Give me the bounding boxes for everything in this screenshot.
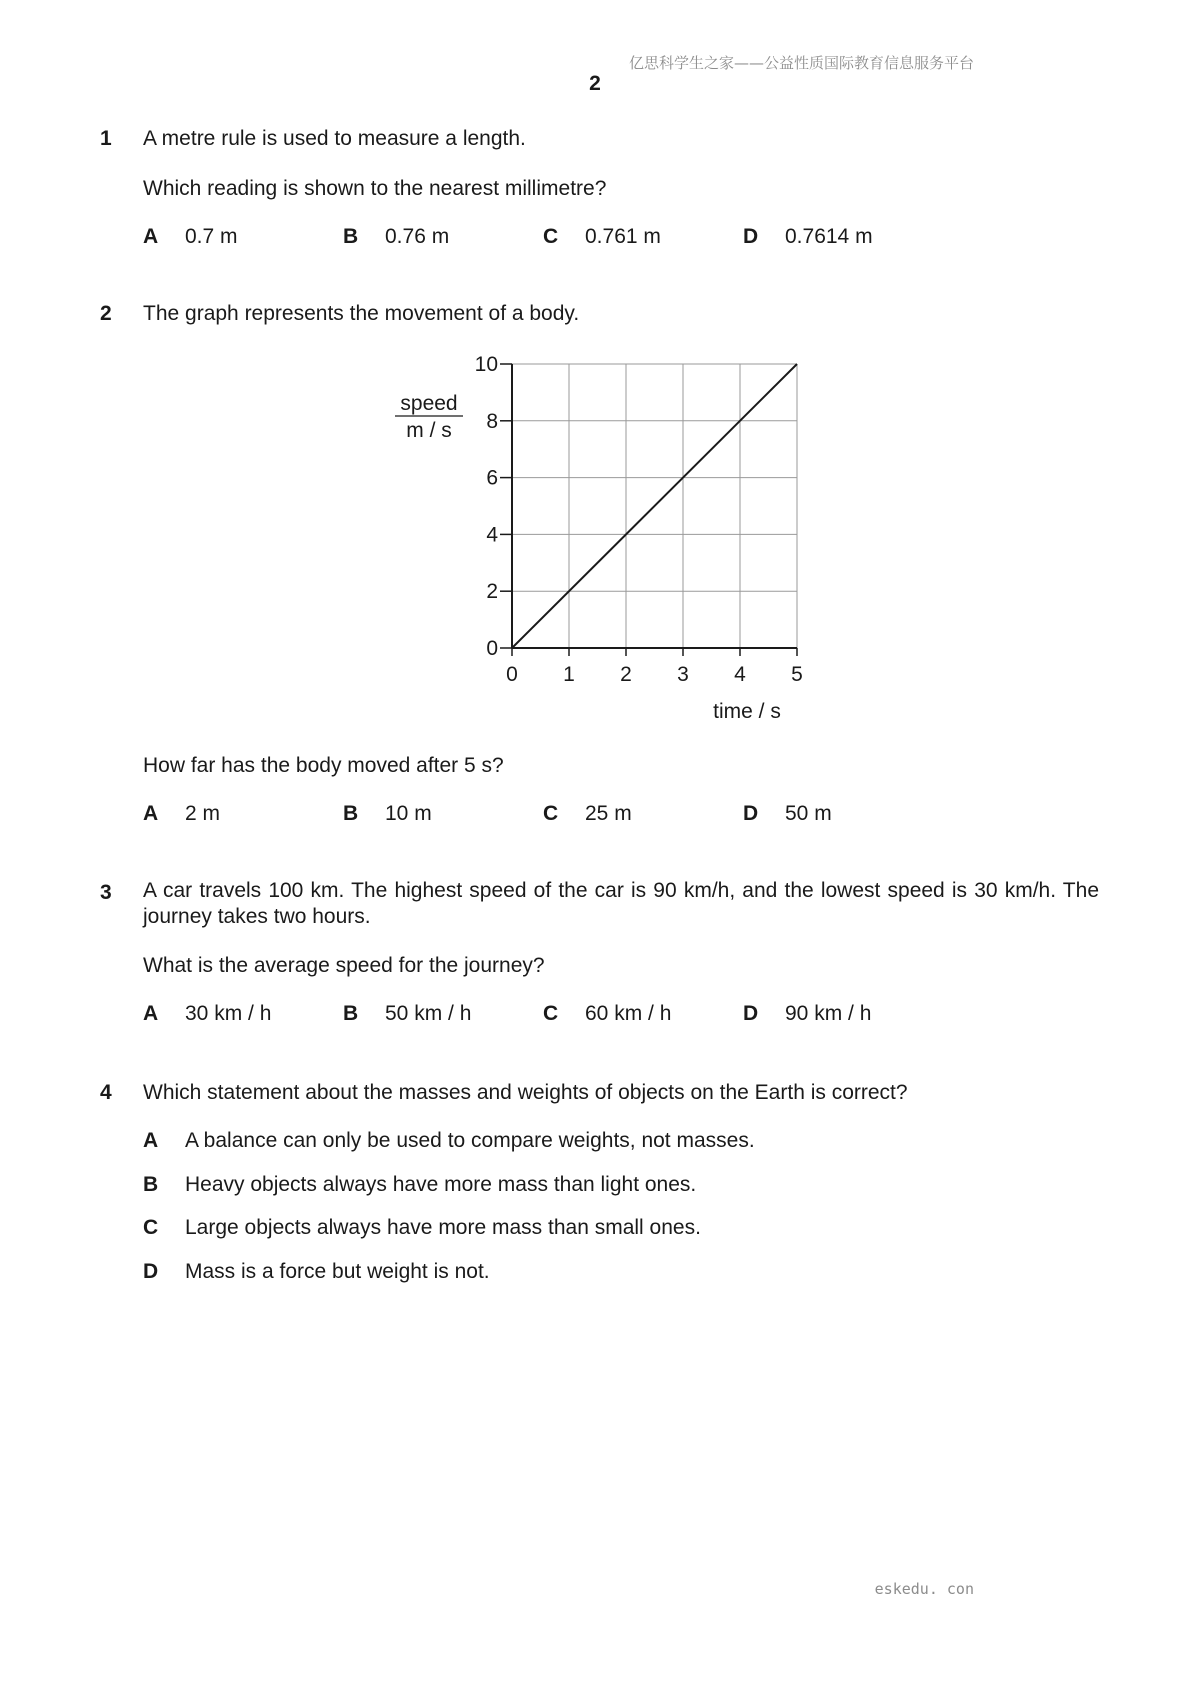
question-3-option-c-text[interactable]: 60 km / h <box>585 1002 672 1025</box>
question-1-option-d-text[interactable]: 0.7614 m <box>785 225 873 248</box>
y-tick-label: 10 <box>474 353 498 376</box>
graph-grid <box>512 364 797 648</box>
question-1-number: 1 <box>100 127 112 150</box>
y-axis-label-bottom: m / s <box>406 419 452 442</box>
y-axis-label-top: speed <box>400 392 458 415</box>
y-tick-label: 8 <box>486 409 498 433</box>
question-1-option-b-text[interactable]: 0.76 m <box>385 225 450 248</box>
x-tick-label: 2 <box>620 663 632 686</box>
y-tick-label: 0 <box>486 637 498 660</box>
question-4-option-c-letter[interactable]: C <box>143 1216 159 1239</box>
question-3-option-b-letter[interactable]: B <box>343 1002 359 1025</box>
y-tick-label: 6 <box>486 466 498 490</box>
question-4-option-b-letter[interactable]: B <box>143 1173 159 1196</box>
question-4-option-c-text[interactable]: Large objects always have more mass than small ones. <box>185 1216 701 1239</box>
question-1-prompt: Which reading is shown to the nearest millimetre? <box>143 177 607 200</box>
question-2-option-a-letter[interactable]: A <box>143 802 159 825</box>
series-line-speed <box>512 364 797 648</box>
question-2-option-a-text[interactable]: 2 m <box>185 802 221 825</box>
question-3-option-d-text[interactable]: 90 km / h <box>785 1002 872 1025</box>
question-2-option-d-letter[interactable]: D <box>743 802 759 825</box>
question-4-option-a-letter[interactable]: A <box>143 1129 159 1152</box>
question-1-option-c-letter[interactable]: C <box>543 225 559 248</box>
graph-series <box>512 364 797 648</box>
page-number: 2 <box>589 72 601 95</box>
question-2-number: 2 <box>100 302 112 325</box>
question-3-stem: A car travels 100 km. The highest speed of the car is 90 km/h, and the lowest speed is 30 km/h. The journey takes two hours. <box>143 879 1099 928</box>
question-4-number: 4 <box>100 1081 112 1104</box>
x-tick-label: 5 <box>791 663 803 686</box>
question-4-option-d-letter[interactable]: D <box>143 1260 159 1283</box>
x-tick-label: 3 <box>677 663 689 686</box>
question-4-stem: Which statement about the masses and weights of objects on the Earth is correct? <box>143 1081 908 1104</box>
question-2-option-c-letter[interactable]: C <box>543 802 559 825</box>
question-2-stem: The graph represents the movement of a body. <box>143 302 580 325</box>
y-tick-label: 2 <box>486 580 498 604</box>
graph-axes <box>500 364 797 656</box>
question-2-option-b-text[interactable]: 10 m <box>385 802 432 825</box>
graph-tick-labels <box>475 353 803 686</box>
question-3-option-a-letter[interactable]: A <box>143 1002 159 1025</box>
question-3-prompt: What is the average speed for the journey? <box>143 954 545 977</box>
x-axis-label: time / s <box>713 700 781 723</box>
question-3-option-c-letter[interactable]: C <box>543 1002 559 1025</box>
footer-source: eskedu. con <box>874 1580 974 1598</box>
y-tick-label: 4 <box>486 523 498 547</box>
x-tick-label: 4 <box>734 663 746 686</box>
question-1-option-d-letter[interactable]: D <box>743 225 759 248</box>
question-2-option-b-letter[interactable]: B <box>343 802 359 825</box>
question-3-option-b-text[interactable]: 50 km / h <box>385 1002 472 1025</box>
question-1-option-a-letter[interactable]: A <box>143 225 159 248</box>
x-tick-label: 1 <box>563 663 575 686</box>
question-1-option-a-text[interactable]: 0.7 m <box>185 225 238 248</box>
x-tick-label: 0 <box>506 663 518 686</box>
question-4-option-b-text[interactable]: Heavy objects always have more mass than light ones. <box>185 1173 697 1196</box>
question-2-option-c-text[interactable]: 25 m <box>585 802 632 825</box>
question-4-option-a-text[interactable]: A balance can only be used to compare weights, not masses. <box>185 1129 755 1152</box>
question-4-option-d-text[interactable]: Mass is a force but weight is not. <box>185 1260 490 1283</box>
question-1-stem: A metre rule is used to measure a length. <box>143 127 526 150</box>
question-3-option-a-text[interactable]: 30 km / h <box>185 1002 272 1025</box>
question-1-option-c-text[interactable]: 0.761 m <box>585 225 661 248</box>
header-watermark: 亿思科学生之家——公益性质国际教育信息服务平台 <box>628 54 974 72</box>
question-2-option-d-text[interactable]: 50 m <box>785 802 832 825</box>
question-2-prompt: How far has the body moved after 5 s? <box>143 754 504 777</box>
question-1-option-b-letter[interactable]: B <box>343 225 359 248</box>
question-3-option-d-letter[interactable]: D <box>743 1002 759 1025</box>
question-3-number: 3 <box>100 881 112 904</box>
